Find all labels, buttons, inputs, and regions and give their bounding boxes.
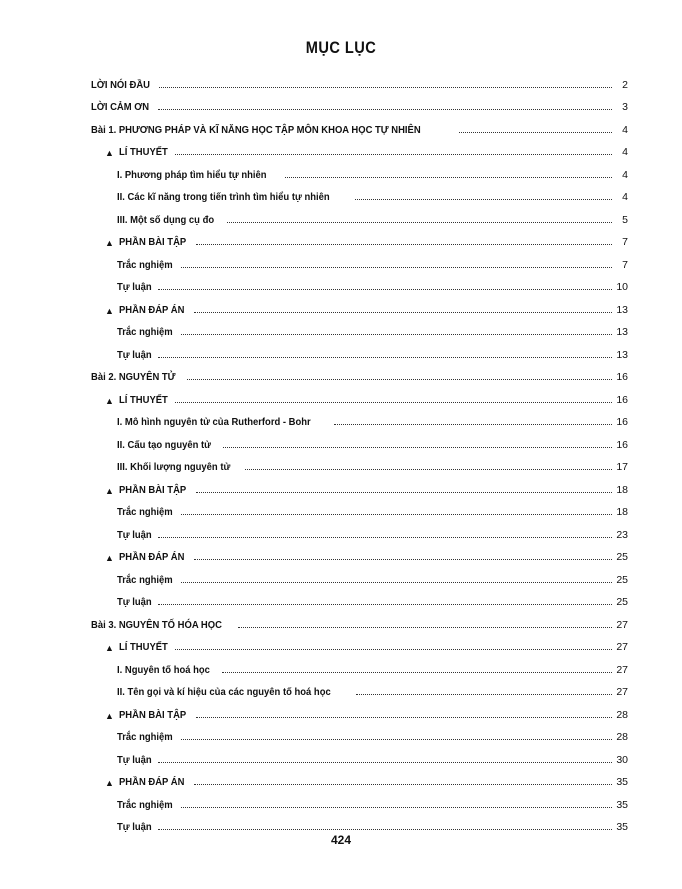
toc-entry-label: PHẦN BÀI TẬP bbox=[118, 483, 187, 496]
toc-entry-label: Tự luận bbox=[117, 821, 152, 833]
toc-entry-lead bbox=[105, 304, 192, 316]
toc-entry-lead bbox=[91, 101, 156, 113]
toc-entry bbox=[0, 631, 682, 654]
toc-entry-lead bbox=[105, 394, 173, 406]
toc-entry bbox=[0, 541, 682, 564]
toc-entry-label: I. Phương pháp tìm hiểu tự nhiên bbox=[117, 168, 267, 181]
toc-entry-lead bbox=[117, 461, 243, 473]
toc-entry bbox=[0, 136, 682, 159]
toc-entry-lead bbox=[117, 259, 179, 271]
dot-leader bbox=[175, 401, 612, 403]
toc-entry-page: 25 bbox=[616, 573, 628, 586]
dot-leader bbox=[285, 176, 612, 178]
toc-entry-page: 23 bbox=[616, 528, 628, 541]
toc-entry bbox=[0, 698, 682, 721]
dot-leader bbox=[181, 513, 612, 515]
toc-entry-label: II. Tên gọi và kí hiệu của các nguyên tố hoá học bbox=[117, 686, 331, 698]
toc-entry-lead bbox=[117, 596, 156, 608]
toc-entry-page: 7 bbox=[622, 236, 628, 248]
toc-entry-label: Trắc nghiệm bbox=[117, 326, 173, 338]
dot-leader bbox=[227, 221, 612, 223]
toc-entry-lead bbox=[105, 709, 194, 721]
toc-entry-lead bbox=[117, 799, 179, 811]
toc-entry-lead bbox=[91, 371, 185, 383]
toc-entry-label: Tự luận bbox=[117, 753, 152, 766]
toc-entry-page: 18 bbox=[616, 483, 628, 496]
toc-entry-lead bbox=[117, 664, 220, 676]
page-title: MỤC LỤC bbox=[305, 38, 377, 57]
toc-entry bbox=[0, 608, 682, 631]
triangle-bullet-icon: ▲ bbox=[105, 238, 114, 248]
toc-entry bbox=[0, 496, 682, 519]
toc-entry-page: 4 bbox=[622, 191, 628, 203]
toc-entry-label: Tự luận bbox=[117, 596, 152, 608]
triangle-bullet-icon: ▲ bbox=[105, 395, 114, 406]
toc-entry-page: 3 bbox=[622, 101, 628, 113]
dot-leader bbox=[181, 738, 612, 740]
toc-entry bbox=[0, 226, 682, 249]
toc-entry-page: 35 bbox=[616, 798, 628, 811]
dot-leader bbox=[355, 198, 612, 200]
toc-entry-lead bbox=[105, 551, 192, 563]
toc-entry-label: Tự luận bbox=[117, 348, 152, 361]
dot-leader bbox=[158, 288, 612, 290]
toc-entry-page: 27 bbox=[616, 618, 628, 631]
toc-entry-label: LỜI NÓI ĐẦU bbox=[91, 78, 150, 91]
toc-entry-label: Trắc nghiệm bbox=[117, 731, 173, 743]
toc-entry-page: 16 bbox=[616, 438, 628, 451]
toc-entry-label: II. Các kĩ năng trong tiến trình tìm hiểu tự nhiên bbox=[117, 191, 330, 203]
toc-entry-page: 16 bbox=[616, 371, 628, 383]
toc-entry bbox=[0, 428, 682, 451]
dot-leader bbox=[175, 648, 612, 650]
toc-entry-page: 5 bbox=[622, 213, 628, 226]
toc-entry-lead bbox=[117, 821, 156, 833]
dot-leader bbox=[196, 243, 612, 245]
dot-leader bbox=[187, 378, 612, 380]
toc-entry bbox=[0, 293, 682, 316]
toc-entry-label: Bài 2. NGUYÊN TỬ bbox=[91, 371, 176, 383]
toc-entry bbox=[0, 473, 682, 496]
toc-entry-page: 28 bbox=[616, 731, 628, 743]
toc-entry-page: 27 bbox=[616, 641, 628, 653]
toc-entry bbox=[0, 766, 682, 789]
toc-entry-page: 7 bbox=[622, 258, 628, 271]
dot-leader bbox=[181, 266, 612, 268]
page-number: 424 bbox=[330, 833, 352, 847]
toc-entry-page: 17 bbox=[616, 461, 628, 473]
toc-entry-lead bbox=[117, 439, 221, 451]
toc-entry-lead bbox=[117, 281, 156, 293]
triangle-bullet-icon: ▲ bbox=[105, 710, 114, 721]
triangle-bullet-icon: ▲ bbox=[105, 485, 114, 496]
table-of-contents bbox=[0, 68, 682, 833]
toc-entry-label: LỜI CẢM ƠN bbox=[91, 101, 150, 113]
toc-entry bbox=[0, 316, 682, 339]
toc-entry-page: 16 bbox=[616, 393, 628, 406]
toc-entry-lead bbox=[117, 169, 283, 181]
toc-entry-label: PHẦN BÀI TẬP bbox=[118, 236, 187, 248]
toc-entry-lead bbox=[105, 776, 192, 788]
toc-entry-lead bbox=[105, 236, 194, 248]
toc-entry bbox=[0, 338, 682, 361]
toc-entry bbox=[0, 518, 682, 541]
toc-entry-page: 16 bbox=[616, 416, 628, 428]
toc-entry bbox=[0, 203, 682, 226]
toc-entry-lead bbox=[105, 484, 194, 496]
dot-leader bbox=[222, 671, 612, 673]
dot-leader bbox=[158, 108, 612, 110]
dot-leader bbox=[238, 626, 612, 628]
toc-entry-label: Tự luận bbox=[117, 528, 152, 541]
dot-leader bbox=[196, 491, 612, 493]
toc-entry-page: 27 bbox=[616, 663, 628, 676]
toc-entry bbox=[0, 586, 682, 609]
toc-entry-page: 4 bbox=[622, 168, 628, 181]
dot-leader bbox=[158, 761, 612, 763]
toc-entry-label: Trắc nghiệm bbox=[117, 573, 173, 586]
toc-entry-label: PHẦN ĐÁP ÁN bbox=[118, 303, 185, 316]
dot-leader bbox=[356, 693, 612, 695]
toc-entry-label: I. Mô hình nguyên tử của Rutherford - Bohr bbox=[117, 416, 311, 428]
toc-entry-lead bbox=[117, 416, 332, 428]
toc-entry bbox=[0, 563, 682, 586]
dot-leader bbox=[196, 716, 612, 718]
triangle-bullet-icon: ▲ bbox=[105, 778, 114, 788]
toc-entry bbox=[0, 248, 682, 271]
toc-entry-label: LÍ THUYẾT bbox=[118, 641, 168, 653]
toc-entry-page: 4 bbox=[622, 146, 628, 158]
toc-entry-lead bbox=[117, 686, 354, 698]
toc-entry-lead bbox=[117, 574, 179, 586]
dot-leader bbox=[158, 536, 612, 538]
triangle-bullet-icon: ▲ bbox=[105, 148, 114, 158]
toc-entry-page: 13 bbox=[616, 303, 628, 316]
toc-entry bbox=[0, 68, 682, 91]
toc-entry-page: 27 bbox=[616, 686, 628, 698]
toc-entry-label: III. Một số dụng cụ đo bbox=[117, 213, 215, 226]
dot-leader bbox=[181, 333, 612, 335]
toc-entry bbox=[0, 721, 682, 744]
dot-leader bbox=[223, 446, 612, 448]
toc-entry-lead bbox=[91, 79, 157, 91]
dot-leader bbox=[334, 423, 612, 425]
toc-entry bbox=[0, 383, 682, 406]
toc-entry-page: 4 bbox=[622, 123, 628, 136]
toc-entry-label: Trắc nghiệm bbox=[117, 506, 173, 518]
toc-entry bbox=[0, 181, 682, 204]
toc-entry bbox=[0, 91, 682, 114]
triangle-bullet-icon: ▲ bbox=[105, 553, 114, 563]
toc-entry bbox=[0, 406, 682, 429]
toc-entry-label: Tự luận bbox=[117, 281, 152, 293]
toc-entry-label: II. Cấu tạo nguyên tử bbox=[117, 438, 212, 451]
toc-entry-page: 28 bbox=[616, 708, 628, 721]
toc-entry-label: Bài 3. NGUYÊN TỐ HÓA HỌC bbox=[91, 618, 222, 631]
toc-entry-lead bbox=[117, 529, 156, 541]
toc-entry-page: 25 bbox=[616, 551, 628, 563]
dot-leader bbox=[194, 311, 612, 313]
toc-entry-lead bbox=[117, 506, 179, 518]
triangle-bullet-icon: ▲ bbox=[105, 643, 114, 653]
toc-entry-label: LÍ THUYẾT bbox=[118, 393, 168, 406]
dot-leader bbox=[181, 581, 612, 583]
toc-entry bbox=[0, 271, 682, 294]
dot-leader bbox=[245, 468, 612, 470]
toc-entry-lead bbox=[117, 731, 179, 743]
toc-entry-lead bbox=[91, 124, 457, 136]
toc-entry bbox=[0, 113, 682, 136]
toc-entry-label: Trắc nghiệm bbox=[117, 798, 173, 811]
toc-entry-lead bbox=[105, 641, 173, 653]
triangle-bullet-icon: ▲ bbox=[105, 305, 114, 316]
dot-leader bbox=[158, 356, 612, 358]
toc-entry-page: 25 bbox=[616, 596, 628, 608]
toc-entry-label: PHẦN BÀI TẬP bbox=[118, 708, 187, 721]
toc-entry-page: 13 bbox=[616, 326, 628, 338]
dot-leader bbox=[194, 558, 612, 560]
toc-entry-lead bbox=[91, 619, 236, 631]
dot-leader bbox=[159, 86, 612, 88]
dot-leader bbox=[175, 153, 612, 155]
toc-entry-label: III. Khối lượng nguyên tử bbox=[117, 461, 231, 473]
toc-entry bbox=[0, 676, 682, 699]
toc-entry-lead bbox=[117, 214, 225, 226]
toc-entry-page: 13 bbox=[616, 348, 628, 361]
toc-entry-page: 35 bbox=[616, 821, 628, 833]
toc-entry bbox=[0, 653, 682, 676]
toc-entry-lead bbox=[117, 326, 179, 338]
dot-leader bbox=[158, 603, 612, 605]
toc-entry-lead bbox=[117, 191, 353, 203]
toc-entry-page: 2 bbox=[622, 78, 628, 91]
toc-entry-lead bbox=[105, 146, 173, 158]
toc-entry-label: PHẦN ĐÁP ÁN bbox=[118, 776, 185, 788]
toc-entry-lead bbox=[117, 754, 156, 766]
toc-entry-label: PHẦN ĐÁP ÁN bbox=[118, 551, 185, 563]
toc-entry-page: 18 bbox=[616, 506, 628, 518]
toc-entry bbox=[0, 788, 682, 811]
toc-entry-label: I. Nguyên tố hoá học bbox=[117, 663, 210, 676]
toc-entry-page: 35 bbox=[616, 776, 628, 788]
dot-leader bbox=[194, 783, 612, 785]
toc-entry bbox=[0, 158, 682, 181]
toc-entry-label: Bài 1. PHƯƠNG PHÁP VÀ KĨ NĂNG HỌC TẬP MÔN KHOA HỌC TỰ NHIÊN bbox=[91, 123, 421, 136]
toc-entry-page: 10 bbox=[616, 281, 628, 293]
toc-entry-label: Trắc nghiệm bbox=[117, 258, 173, 271]
dot-leader bbox=[158, 828, 612, 830]
dot-leader bbox=[181, 806, 612, 808]
toc-entry bbox=[0, 451, 682, 474]
toc-entry-lead bbox=[117, 349, 156, 361]
toc-entry bbox=[0, 743, 682, 766]
toc-entry-label: LÍ THUYẾT bbox=[118, 146, 168, 158]
toc-entry bbox=[0, 811, 682, 834]
toc-entry-page: 30 bbox=[616, 753, 628, 766]
dot-leader bbox=[459, 131, 612, 133]
toc-entry bbox=[0, 361, 682, 384]
